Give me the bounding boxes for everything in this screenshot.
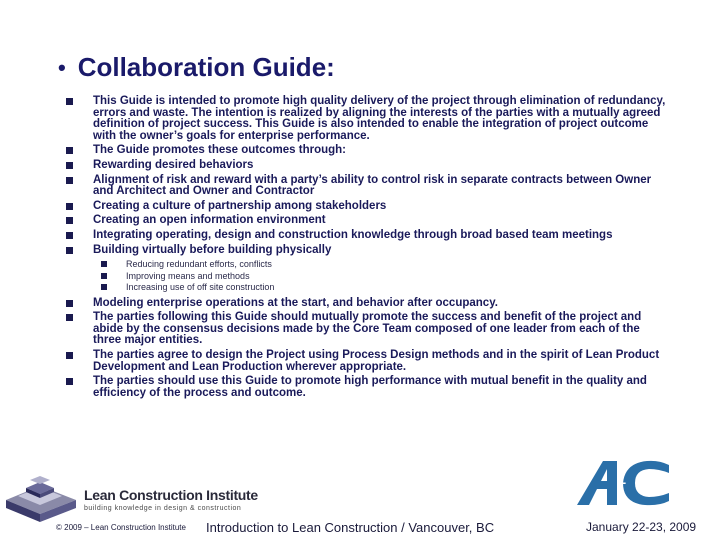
square-bullet-icon xyxy=(66,300,73,307)
title-bullet-icon: • xyxy=(58,54,66,80)
list-item: Integrating operating, design and construction knowledge through broad based team meetings xyxy=(66,230,666,242)
square-bullet-icon xyxy=(66,232,73,239)
square-bullet-icon xyxy=(66,378,73,385)
list-item: The parties agree to design the Project using Process Design methods and in the spirit of Lean Product Development and Lean Production wherever appropriate. xyxy=(66,350,666,373)
small-square-bullet-icon xyxy=(101,261,107,267)
small-square-bullet-icon xyxy=(101,284,107,290)
slide-title-row xyxy=(58,52,335,83)
square-bullet-icon xyxy=(66,352,73,359)
sub-list-item: Improving means and methods xyxy=(66,271,666,283)
ac-logo-icon xyxy=(573,459,673,507)
lci-logo-tagline: building knowledge in design & construction xyxy=(84,505,242,512)
list-item: Creating a culture of partnership among stakeholders xyxy=(66,201,666,213)
ac-logo-plus: + xyxy=(618,475,627,491)
square-bullet-icon xyxy=(66,177,73,184)
list-item: The parties following this Guide should mutually promote the success and benefit of the project and abide by the consensus decisions made by the Core Team composed of one leader from each of the three major entities. xyxy=(66,312,666,347)
square-bullet-icon xyxy=(66,162,73,169)
list-item: This Guide is intended to promote high quality delivery of the project through elimination of redundancy, errors and waste. The intention is realized by aligning the interests of the parties with a mutually agreed definition of project success. This Guide is also intended to enable the integration of project outcome with the owner’s goals for enterprise performance. xyxy=(66,96,666,142)
sub-bullet-group xyxy=(66,259,666,294)
square-bullet-icon xyxy=(66,247,73,254)
list-item: Modeling enterprise operations at the start, and behavior after occupancy. xyxy=(66,298,666,310)
square-bullet-icon xyxy=(66,98,73,105)
list-item: Rewarding desired behaviors xyxy=(66,160,666,172)
list-item: Creating an open information environment xyxy=(66,215,666,227)
sub-bullet-list xyxy=(66,259,666,294)
bullet-list xyxy=(66,96,666,402)
footer-presentation-title: Introduction to Lean Construction / Vancouver, BC xyxy=(206,520,495,535)
list-item: Alignment of risk and reward with a party’s ability to control risk in separate contracts between Owner and Architect and Owner and Contractor xyxy=(66,175,666,198)
slide-title: Collaboration Guide: xyxy=(77,52,335,82)
square-bullet-icon xyxy=(66,147,73,154)
footer-date: January 22-23, 2009 xyxy=(586,520,697,534)
square-bullet-icon xyxy=(66,203,73,210)
sub-list-item: Increasing use of off site construction xyxy=(66,282,666,294)
square-bullet-icon xyxy=(66,217,73,224)
sub-list-item: Reducing redundant efforts, conflicts xyxy=(66,259,666,271)
footer-copyright: © 2009 – Lean Construction Institute xyxy=(56,523,186,532)
list-item: The parties should use this Guide to promote high performance with mutual benefit in the quality and efficiency of the process and outcome. xyxy=(66,376,666,399)
lci-logo-icon xyxy=(0,466,82,524)
lci-logo-name: Lean Construction Institute xyxy=(84,487,258,503)
small-square-bullet-icon xyxy=(101,273,107,279)
list-item: The Guide promotes these outcomes through: xyxy=(66,145,666,157)
square-bullet-icon xyxy=(66,314,73,321)
list-item: Building virtually before building physically xyxy=(66,245,666,257)
